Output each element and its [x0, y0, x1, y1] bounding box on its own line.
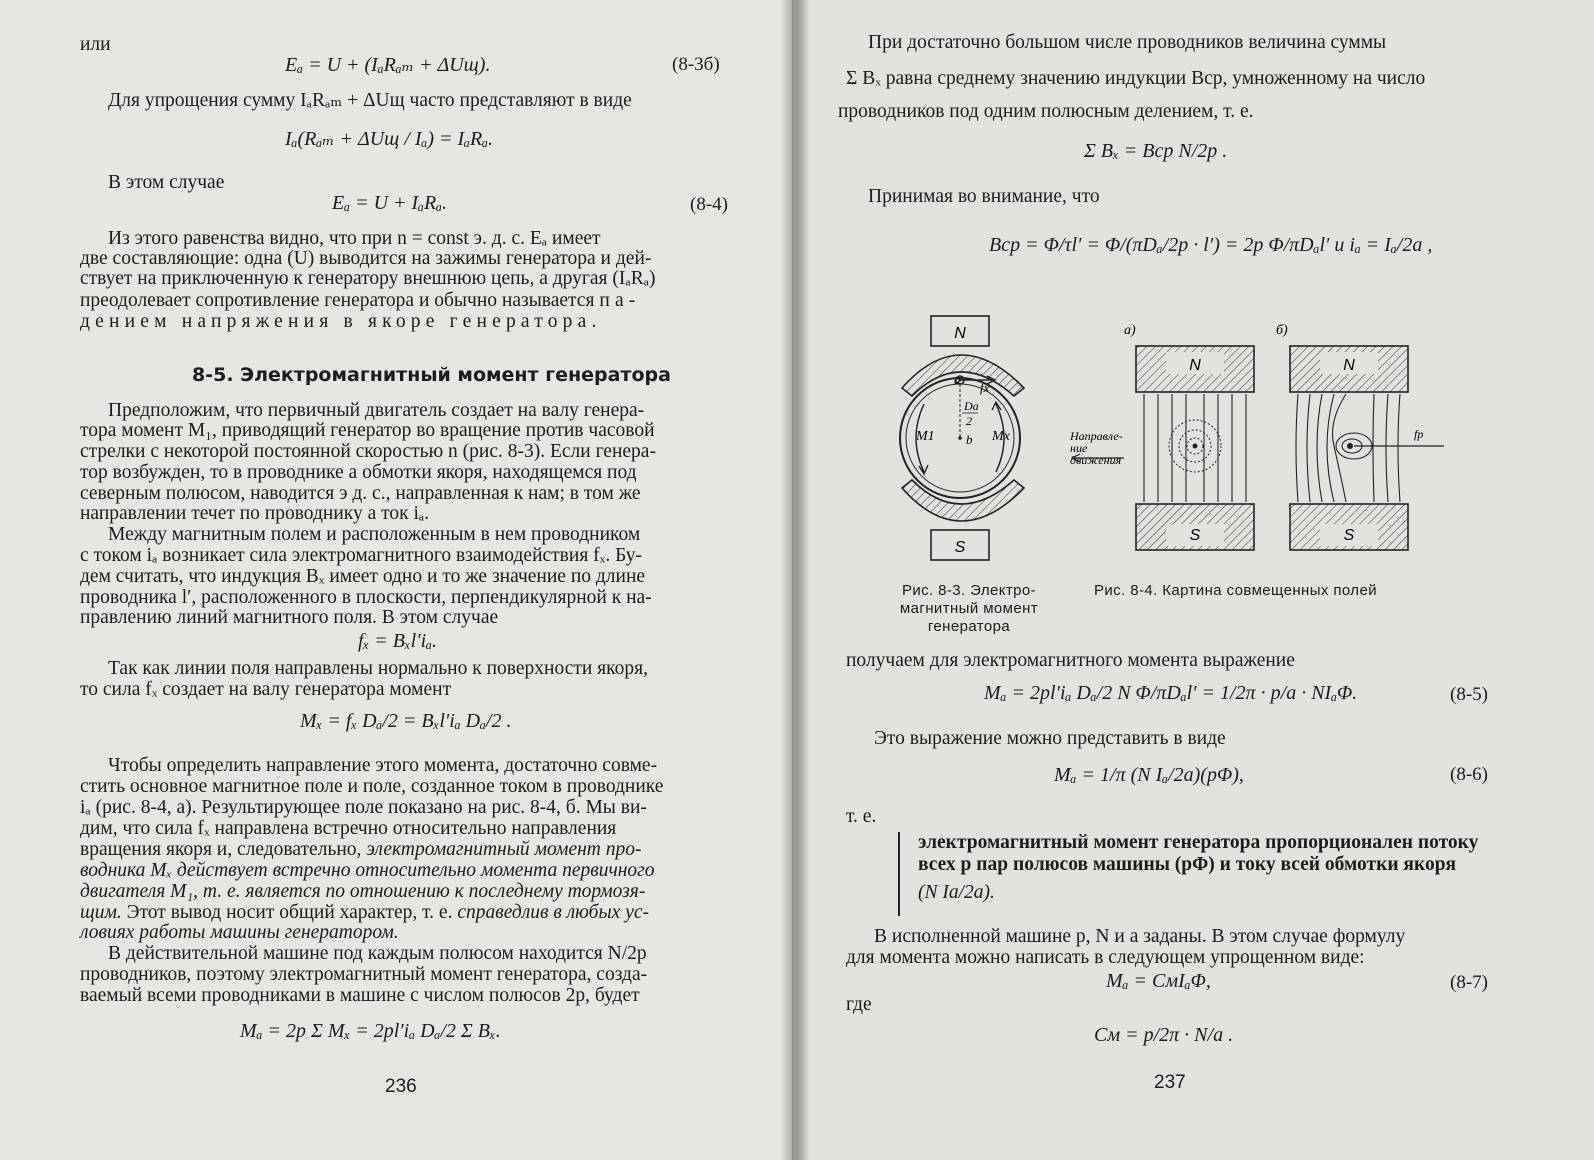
text-line: две составляющие: одна (U) выводится на зажимы генератора и дей- [80, 248, 652, 269]
formula-8-7: Mₐ = CмIₐΦ, [1106, 970, 1211, 992]
force-label: fx [980, 380, 990, 395]
text-line: двигателя M₁, т. е. является по отношению к последнему тормозя- [80, 881, 646, 902]
text-line: В этом случае [108, 172, 225, 193]
text-line: iₐ (рис. 8-4, а). Результирующее поле показано на рис. 8-4, б. Мы ви- [80, 797, 647, 818]
formula-8-3b: Eₐ = U + (IₐRₐₘ + ΔUщ). [285, 54, 491, 76]
text-span: вращения якоря и, следовательно, [80, 839, 362, 860]
formula-cm: Cм = p/2π · N/a . [1094, 1024, 1234, 1046]
text-line: или [80, 34, 111, 55]
text-line: получаем для электромагнитного момента выражение [846, 650, 1295, 671]
generator-diagram [900, 316, 1024, 560]
moment-m1-label: M1 [916, 429, 935, 444]
text-span: справедлив в любых ус- [457, 902, 650, 923]
text-line: В исполненной машине p, N и a заданы. В этом случае формулу [874, 926, 1406, 947]
pole-label: N [1189, 357, 1201, 374]
text-line [108, 90, 730, 112]
direction-label: движения [1070, 453, 1122, 467]
figure-8-4-caption: Рис. 8-4. Картина совмещенных полей [1094, 582, 1377, 599]
text-line: ствует на приключенную к генератору внешнюю цепь, а другая (IₐRₐ) [80, 268, 656, 289]
formula-ra: Iₐ(Rₐₘ + ΔUщ / Iₐ) = IₐRₐ. [285, 128, 494, 150]
pole-label: S [954, 539, 966, 556]
text-line: При достаточно большом числе проводников величина суммы [868, 32, 1387, 53]
text-line: направлении течет по проводнику a ток iₐ. [80, 503, 430, 524]
diameter-denominator: 2 [966, 414, 972, 428]
left-page [0, 0, 792, 1160]
conductor-label: a [954, 372, 961, 387]
figure-8-3-caption [884, 582, 1054, 636]
page-number: 236 [385, 1076, 417, 1097]
caption-line: генератора [927, 618, 1011, 635]
text-line: водника Mₓ действует встречно относительно момента первичного [80, 860, 655, 881]
formula-fx: fₓ = Bₓl′iₐ. [358, 630, 437, 652]
text-line: правлению линий магнитного поля. В этом случае [80, 607, 499, 628]
direction-label: ние [1070, 441, 1088, 455]
text-line: для момента можно написать в следующем упрощенном виде: [846, 947, 1365, 968]
text-span: Для упрощения сумму IₐRₐₘ + ΔUщ часто представляют в виде [108, 90, 632, 111]
text-line: Предположим, что первичный двигатель создает на валу генера- [108, 400, 645, 421]
formula-8-6: Mₐ = 1/π (N Iₐ/2a)(pΦ), [1054, 764, 1244, 786]
page-number: 237 [1154, 1072, 1186, 1093]
text-line: всех p пар полюсов машины (pΦ) и току всей обмотки якоря [918, 854, 1457, 875]
text-line: Между магнитным полем и расположенным в нем проводником [108, 524, 641, 545]
text-line: проводника l′, расположенного в плоскости, перпендикулярной к на- [80, 587, 652, 608]
equation-number: (8-4) [690, 194, 728, 215]
text-line: электромагнитный момент генератора пропорционален потоку [918, 832, 1479, 853]
text-line: Это выражение можно представить в виде [874, 728, 1226, 749]
field-diagram-a [1069, 323, 1254, 550]
pole-label: N [954, 325, 966, 342]
pole-label: N [1343, 357, 1355, 374]
text-line: т. е. [846, 806, 877, 827]
text-span: щим. [80, 902, 122, 923]
field-diagram-b [1276, 323, 1444, 550]
text-line: (N Ia/2a). [918, 882, 995, 903]
diameter-label: Da [964, 399, 979, 413]
text-line: В действительной машине под каждым полюсом находится N/2p [108, 943, 647, 964]
formula-8-5: Mₐ = 2pl′iₐ Dₐ/2 N Φ/πDₐl′ = 1/2π · p/a · NIₐΦ. [984, 682, 1358, 704]
book-gutter [780, 0, 810, 1160]
text-line: ваемый всеми проводниками в машине с числом полюсов 2p, будет [80, 985, 640, 1006]
text-line: Σ Bₓ равна среднему значению индукции Bср, умноженному на число [846, 68, 1426, 89]
text-line: проводников, поэтому электромагнитный момент генератора, созда- [80, 964, 648, 985]
text-line: дением напряжения в якоре генератора. [80, 311, 602, 332]
text-span: па- [599, 290, 641, 311]
text-line: Принимая во внимание, что [868, 186, 1100, 207]
text-line: северным полюсом, наводится э д. с., направленная к нам; в том же [80, 483, 641, 504]
text-span: Этот вывод носит общий характер, т. е. [126, 902, 453, 923]
caption-line: магнитный момент [899, 600, 1039, 617]
pole-label: S [1189, 527, 1201, 544]
text-line: то сила fₓ создает на валу генератора момент [80, 679, 452, 700]
formula-mx: Mₓ = fₓ Dₐ/2 = Bₓl′iₐ Dₐ/2 . [300, 710, 512, 732]
caption-line: Рис. 8-3. Электро- [901, 582, 1037, 599]
text-line: стить основное магнитное поле и поле, созданное током в проводнике [80, 776, 664, 797]
direction-label: Направле- [1070, 429, 1123, 443]
text-line: с током iₐ возникает сила электромагнитного взаимодействия fₓ. Бу- [80, 545, 643, 566]
text-line: Так как линии поля направлены нормально к поверхности якоря, [108, 658, 648, 679]
force-label: fр [1414, 427, 1424, 441]
equation-number: (8-5) [1450, 684, 1488, 705]
text-line: тора момент M₁, приводящий генератор во вращение против часовой [80, 420, 655, 441]
text-line [80, 839, 641, 861]
right-page [794, 0, 1594, 1160]
text-line: дем считать, что индукция Bₓ имеет одно и то же значение по длине [80, 566, 646, 587]
text-span: электромагнитный момент про- [366, 839, 642, 860]
equation-number: (8-6) [1450, 764, 1488, 785]
section-heading: 8-5. Электромагнитный момент генератора [192, 364, 671, 386]
formula-8-4: Eₐ = U + IₐRₐ. [332, 192, 448, 214]
equation-number: (8-3б) [672, 54, 720, 75]
panel-label: а) [1124, 323, 1136, 338]
text-line: проводников под одним полюсным делением, т. е. [838, 101, 1254, 122]
moment-mx-label: Mx [992, 429, 1010, 444]
equation-number: (8-7) [1450, 972, 1488, 993]
formula-ma: Mₐ = 2p Σ Mₓ = 2pl′iₐ Dₐ/2 Σ Bₓ. [240, 1020, 501, 1042]
text-line: стрелки с некоторой постоянной скоростью n (рис. 8-3). Если генера- [80, 441, 656, 462]
text-line [80, 902, 649, 924]
emphasis-bar [898, 832, 900, 916]
formula-bcp: Bср = Φ/τl′ = Φ/(πDₐ/2p · l′) = 2p Φ/πDₐl′ и iₐ = Iₐ/2a , [989, 234, 1433, 256]
text-line: дим, что сила fₓ направлена встречно относительно направления [80, 818, 617, 839]
text-line: Из этого равенства видно, что при n = const э. д. с. Eₐ имеет [108, 228, 601, 249]
text-line: Чтобы определить направление этого момента, достаточно совме- [108, 755, 658, 776]
panel-label: б) [1276, 323, 1288, 338]
center-label: b [966, 432, 973, 447]
pole-label: S [1343, 527, 1355, 544]
text-line: ловиях работы машины генератором. [80, 922, 399, 943]
figure-8-3-8-4 [884, 312, 1504, 572]
text-line: где [846, 994, 872, 1015]
formula-sum-b: Σ Bₓ = Bср N/2p . [1084, 140, 1228, 162]
text-line: тор возбужден, то в проводнике a обмотки якоря, находящемся под [80, 462, 637, 483]
text-span: преодолевает сопротивление генератора и обычно называется [80, 290, 595, 311]
text-line [80, 290, 730, 312]
